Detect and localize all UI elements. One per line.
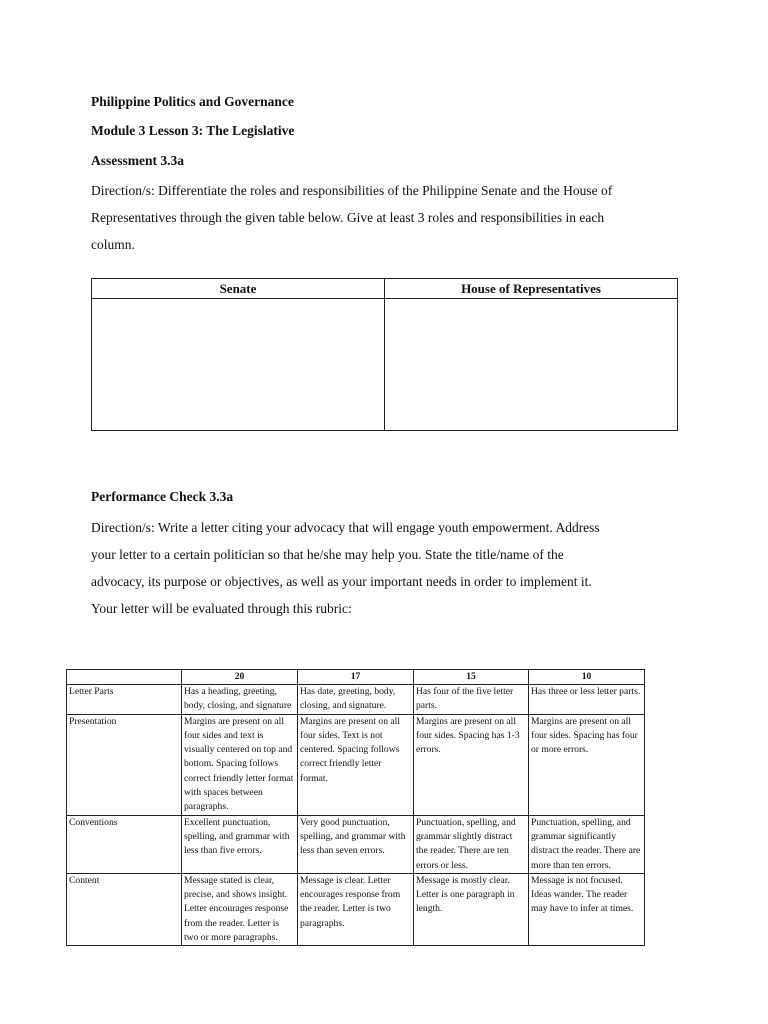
rubric-score-header: 20 — [182, 670, 298, 685]
rubric-cell: Margins are present on all four sides. Text is not centered. Spacing follows correct friendly letter format. — [298, 714, 414, 815]
rubric-cell: Has a heading, greeting, body, closing, and signature — [182, 685, 298, 715]
rubric-cell: Margins are present on all four sides and text is visually centered on top and bottom. Spacing follows correct friendly letter format with spaces between paragraphs. — [182, 714, 298, 815]
rubric-row-letter-parts — [67, 685, 645, 715]
lesson-heading: Module 3 Lesson 3: The Legislative — [91, 123, 295, 138]
rubric-cell: Message is not focused. Ideas wander. The reader may have to infer at times. — [529, 873, 645, 945]
rubric-cell: Margins are present on all four sides. Spacing has four or more errors. — [529, 714, 645, 815]
rubric-score-header: 10 — [529, 670, 645, 685]
assessment-direction-line: column. — [91, 237, 135, 252]
rubric-row-conventions — [67, 815, 645, 873]
rubric-cell: Message stated is clear, precise, and shows insight. Letter encourages response from the reader. Letter is two or more paragraphs. — [182, 873, 298, 945]
performance-direction-line: Your letter will be evaluated through this rubric: — [91, 601, 352, 616]
assessment-direction-line: Representatives through the given table below. Give at least 3 roles and responsibilities in each — [91, 210, 605, 225]
subject-heading: Philippine Politics and Governance — [91, 94, 294, 109]
performance-title: Performance Check 3.3a — [91, 489, 234, 504]
rubric-cell: Punctuation, spelling, and grammar slightly distract the reader. There are ten errors or less. — [414, 815, 529, 873]
rubric-table — [66, 669, 645, 946]
rubric-header-row — [67, 670, 645, 685]
rubric-row-content — [67, 873, 645, 945]
rubric-criterion: Content — [67, 873, 182, 945]
performance-direction-line: Direction/s: Write a letter citing your advocacy that will engage youth empowerment. Address — [91, 520, 600, 535]
rubric-criterion: Conventions — [67, 815, 182, 873]
assessment-directions — [91, 177, 681, 258]
performance-direction-line: advocacy, its purpose or objectives, as well as your important needs in order to implement it. — [91, 574, 592, 589]
rubric-cell: Excellent punctuation, spelling, and grammar with less than five errors. — [182, 815, 298, 873]
rubric-cell: Has date, greeting, body, closing, and signature. — [298, 685, 414, 715]
rubric-score-header: 17 — [298, 670, 414, 685]
rubric-criterion: Presentation — [67, 714, 182, 815]
rubric-cell: Margins are present on all four sides. Spacing has 1-3 errors. — [414, 714, 529, 815]
assessment-title: Assessment 3.3a — [91, 153, 184, 168]
rubric-cell: Punctuation, spelling, and grammar significantly distract the reader. There are more than ten errors. — [529, 815, 645, 873]
assessment-direction-line: Direction/s: Differentiate the roles and responsibilities of the Philippine Senate and the House of — [91, 183, 613, 198]
rubric-row-presentation — [67, 714, 645, 815]
house-header: House of Representatives — [385, 279, 678, 299]
rubric-criterion: Letter Parts — [67, 685, 182, 715]
rubric-cell: Has four of the five letter parts. — [414, 685, 529, 715]
performance-direction-line: your letter to a certain politician so that he/she may help you. State the title/name of the — [91, 547, 564, 562]
rubric-cell: Message is mostly clear. Letter is one paragraph in length. — [414, 873, 529, 945]
house-answer-cell[interactable] — [385, 299, 678, 431]
rubric-score-header: 15 — [414, 670, 529, 685]
rubric-corner-cell — [67, 670, 182, 685]
senate-header: Senate — [92, 279, 385, 299]
senate-answer-cell[interactable] — [92, 299, 385, 431]
performance-directions — [91, 514, 681, 622]
senate-house-table — [91, 278, 678, 431]
rubric-cell: Has three or less letter parts. — [529, 685, 645, 715]
rubric-cell: Very good punctuation, spelling, and grammar with less than seven errors. — [298, 815, 414, 873]
rubric-cell: Message is clear. Letter encourages response from the reader. Letter is two paragraphs. — [298, 873, 414, 945]
